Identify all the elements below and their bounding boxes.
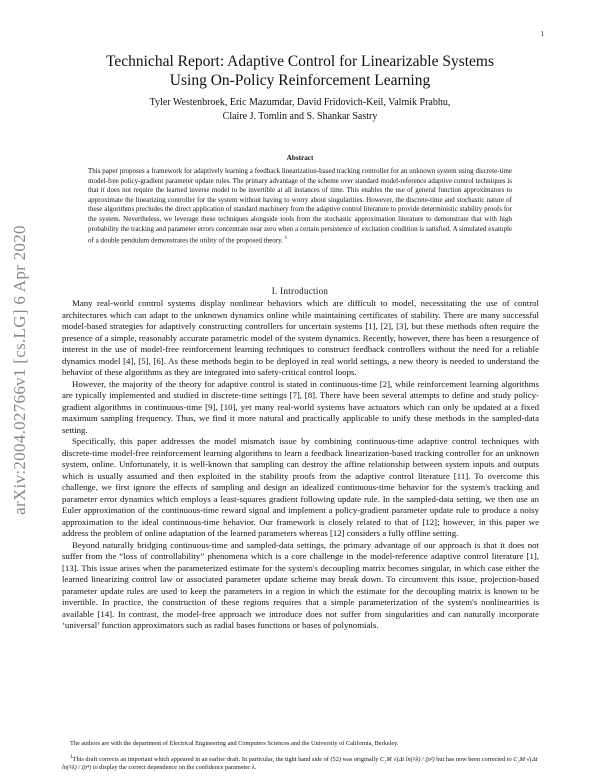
- author-list: [80, 96, 520, 124]
- footnote-text-1: This draft corrects an important which appeared in an earlier draft. In particular, the tight hand side of (52) was originally: [72, 756, 379, 764]
- abstract-heading: Abstract: [286, 154, 314, 162]
- paragraph: However, the majority of the theory for adaptive control is stated in continuous-time [2], while reinforcement learning algorithms are typically implemented and studied in discrete-time settings [7], [8]. There have been several attempts to define and study policy-gradient algorithms in continuous-time [9], [10], yet many real-world systems have actuators which can only be updated at a fixed maximum sampling frequency. Thus, we find it more natural and practically applicable to unify these methods in the sampled-data setting.: [62, 378, 539, 435]
- affiliation-footnote: The authors are with the department of Electrical Engineering and Computers Sciences and the University of California, Berkeley.: [70, 740, 399, 747]
- paragraph: Beyond naturally bridging continuous-time and sampled-data settings, the primary advantage of our approach is that it does not suffer from the “loss of controllability” phenomena which is a core challenge in the model-reference adaptive control literature [1], [13]. This issue arises when the parameterized estimate for the system's decoupling matrix becomes singular, in which case either the learned linearizing control law or associated parameter update scheme may break down. To circumvent this issue, projection-based parameter update rules are used to keep the parameters in a region in which the estimate for the decoupling matrix is known to be invertible. In practice, the construction of these regions requires that a simple parameterization of the system's nonlinearities is available [14]. In contrast, the model-free approach we introduce does not suffer from singularities and can naturally incorporate ‘universal’ function approximators such as radial bases functions or bases of polynomials.: [62, 539, 539, 630]
- abstract-text: This paper proposes a framework for adaptively learning a feedback linearization-based tracking controller for an unknown system using discrete-time model-free policy-gradient parameter update rules. The primary advantage of the scheme over standard model-reference adaptive control techniques is that it does not require the learned inverse model to be invertible at all instances of time. This enables the use of general function approximators to approximate the linearizing controller for the system without having to worry about singularities. However, the discrete-time and stochastic nature of these algorithms precludes the direct application of standard machinery from the adaptive control literature to provide deterministic stability proofs for the system. Nevertheless, we leverage these techniques alongside tools from the stochastic approximation literature to demonstrate that with high probability the tracking and parameter errors concentrate near zero when a certain persistence of excitation condition is satisfied. A simulated example of a double pendulum demonstrates the utility of the proposed theory.: [88, 167, 512, 245]
- paper-title: [60, 52, 540, 90]
- footnotes: [62, 740, 539, 777]
- introduction-body: [62, 298, 539, 632]
- arxiv-sidebar: [10, 160, 30, 580]
- paragraph: Many real-world control systems display nonlinear behaviors which are difficult to model, necessitating the use of control architectures which can adapt to the unknown dynamics online while maintaining certificates of stability. There are many successful model-based strategies for adaptively constructing controllers for uncertain systems [1], [2], [3], but these methods often require the presence of a simple, reasonably accurate parametric model of the system dynamics. Recently, however, there has been a resurgence of interest in the use of model-free reinforcement learning techniques to construct feedback controllers without the need for a reliable dynamics model [4], [5], [6]. As these methods begin to be deployed in real world settings, a new theory is needed to understand the behavior of these algorithms as they are integrated into safety-critical control loops.: [62, 298, 539, 377]
- authors-line-1: Tyler Westenbroek, Eric Mazumdar, David Fridovich-Keil, Valmik Prabhu,: [149, 97, 451, 108]
- authors-line-2: Claire J. Tomlin and S. Shankar Sastry: [222, 111, 378, 122]
- draft-correction-footnote: [62, 753, 539, 772]
- arxiv-identifier: arXiv:2004.02766v1 [cs.LG] 6 Apr 2020: [10, 225, 29, 515]
- abstract-footnote-mark: 1: [284, 236, 288, 242]
- abstract-body: [88, 167, 512, 246]
- paragraph: Specifically, this paper addresses the model mismatch issue by combining continuous-time adaptive control techniques with discrete-time model-free reinforcement learning algorithms to learn a feedback linearization-based tracking controller for an unknown system, online. Unfortunately, it is well-known that sampling can destroy the affine relationship between system inputs and outputs which is usually assumed and then exploited in the stability proofs from the adaptive control literature [11]. To overcome this challenge, we first ignore the effects of sampling and design an idealized continuous-time behavior for the system's tracking and parameter error dynamics which employs a least-squares gradient following update rule. In the sampled-data setting, we then use an Euler approximation of the continuous-time reward signal and implement a policy-gradient parameter update rule to produce a noisy approximation to the ideal continuous-time behavior. Our framework is closely related to that of [12]; however, in this paper we address the problem of online adaptation of the learned parameters whereas [12] considers a fully offline setting.: [62, 436, 539, 538]
- section-heading-introduction: I. Introduction: [271, 286, 329, 296]
- title-line-1: Technichal Report: Adaptive Control for Linearizable Systems: [105, 53, 495, 70]
- page-number: 1: [540, 30, 544, 38]
- footnote-mark: 1: [70, 754, 73, 760]
- footnote-text-3: to display the correct dependence on the confidence parameter λ.: [92, 764, 257, 772]
- footnote-expression-original: C₂M √(Δt ln(²⁄λ) / ζσ²): [379, 756, 435, 764]
- footnote-text-2: but has now been corrected to: [436, 756, 512, 764]
- title-line-2: Using On-Policy Reinforcement Learning: [169, 72, 431, 89]
- footnote-expression-corrected: C₂M √(Δt ln(²⁄λ) / ζσ⁴): [62, 756, 538, 772]
